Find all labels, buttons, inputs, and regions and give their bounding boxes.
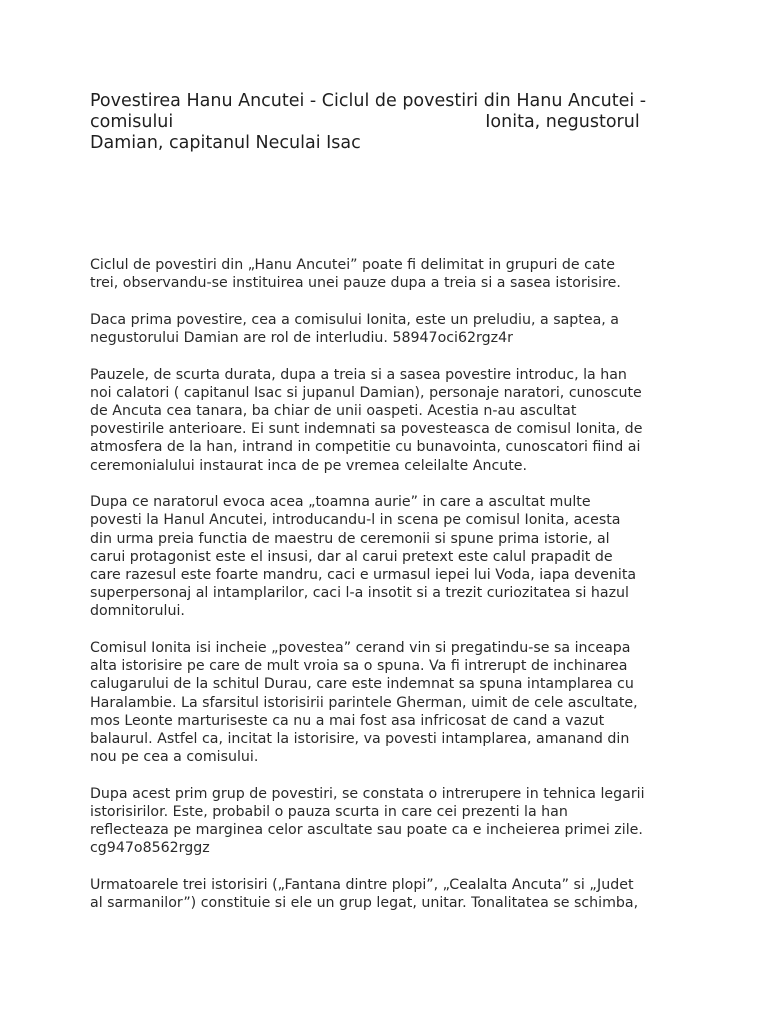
text-line: povesti la Hanul Ancutei, introducandu-l in scena pe comisul Ionita, acesta <box>90 512 621 529</box>
text-line: care razesul este foarte mandru, caci e urmasul iepei lui Voda, iapa devenita <box>90 567 637 584</box>
title-line <box>90 112 670 133</box>
text-line: trei, observandu-se instituirea unei pauze dupa a treia si a sasea istorisire. <box>90 275 621 292</box>
text-line: mos Leonte marturiseste ca nu a mai fost asa infricosat de cand a vazut <box>90 712 605 729</box>
title-text: Povestirea Hanu Ancutei - Ciclul de povestiri din Hanu Ancutei - <box>90 91 647 111</box>
text-line: cg947o8562rggz <box>90 840 210 857</box>
paragraph <box>90 256 690 292</box>
document-body <box>90 256 690 931</box>
paragraph <box>90 493 690 620</box>
text-line: superpersonaj al intamplarilor, caci l-a insotit si a trezit curiozitatea si hazul <box>90 585 629 602</box>
text-line: Pauzele, de scurta durata, dupa a treia si a sasea povestire introduc, la han <box>90 366 627 383</box>
paragraph <box>90 785 690 858</box>
text-line: reflecteaza pe marginea celor ascultate sau poate ca e incheierea primei zile. <box>90 822 643 839</box>
text-line: din urma preia functia de maestru de ceremonii si spune prima istorie, al <box>90 530 610 547</box>
text-line: nou pe cea a comisului. <box>90 749 259 766</box>
text-line: de Ancuta cea tanara, ba chiar de unii oaspeti. Acestia n-au ascultat <box>90 403 577 419</box>
title-text: Damian, capitanul Neculai Isac <box>90 133 361 153</box>
text-line: Ciclul de povestiri din „Hanu Ancutei” poate fi delimitat in grupuri de cate <box>90 257 615 273</box>
title-line <box>90 133 670 154</box>
text-line: carui protagonist este el insusi, dar al carui pretext este calul prapadit de <box>90 548 613 565</box>
text-line: noi calatori ( capitanul Isac si jupanul Damian), personaje naratori, cunoscute <box>90 384 642 401</box>
document-title <box>90 91 670 154</box>
text-line: calugarului de la schitul Durau, care este indemnat sa spuna intamplarea cu <box>90 676 634 693</box>
text-line: domnitorului. <box>90 603 185 620</box>
text-line: atmosfera de la han, intrand in competitie cu bunavointa, cunoscatori fiind ai <box>90 439 641 456</box>
text-line: istorisirilor. Este, probabil o pauza scurta in care cei prezenti la han <box>90 804 568 821</box>
title-text: Ionita, negustorul <box>485 112 640 132</box>
paragraph <box>90 311 690 347</box>
text-line: Haralambie. La sfarsitul istorisirii parintele Gherman, uimit de cele ascultate, <box>90 694 638 711</box>
text-line: alta istorisire pe care de mult vroia sa o spuna. Va fi intrerupt de inchinarea <box>90 658 628 675</box>
paragraph <box>90 876 690 912</box>
text-line: Dupa ce naratorul evoca acea „toamna aurie” in care a ascultat multe <box>90 494 591 511</box>
text-line: ceremonialului instaurat inca de pe vremea celeilalte Ancute. <box>90 457 528 474</box>
text-line: negustorului Damian are rol de interludiu. 58947oci62rgz4r <box>90 330 513 346</box>
text-line: Comisul Ionita isi incheie „povestea” cerand vin si pregatindu-se sa inceapa <box>90 640 631 657</box>
title-text: comisului <box>90 112 174 132</box>
text-line: al sarmanilor”) constituie si ele un grup legat, unitar. Tonalitatea se schimba, <box>90 895 639 912</box>
text-line: Dupa acest prim grup de povestiri, se constata o intrerupere in tehnica legarii <box>90 785 645 802</box>
text-line: Daca prima povestire, cea a comisului Ionita, este un preludiu, a saptea, a <box>90 311 619 328</box>
title-line <box>90 91 670 112</box>
text-line: povestirile anterioare. Ei sunt indemnati sa povesteasca de comisul Ionita, de <box>90 421 643 438</box>
paragraph <box>90 366 690 475</box>
paragraph <box>90 639 690 766</box>
text-line: balaurul. Astfel ca, incitat la istorisire, va povesti intamplarea, amanand din <box>90 731 630 748</box>
text-line: Urmatoarele trei istorisiri („Fantana dintre plopi”, „Cealalta Ancuta” si „Judet <box>90 877 634 894</box>
